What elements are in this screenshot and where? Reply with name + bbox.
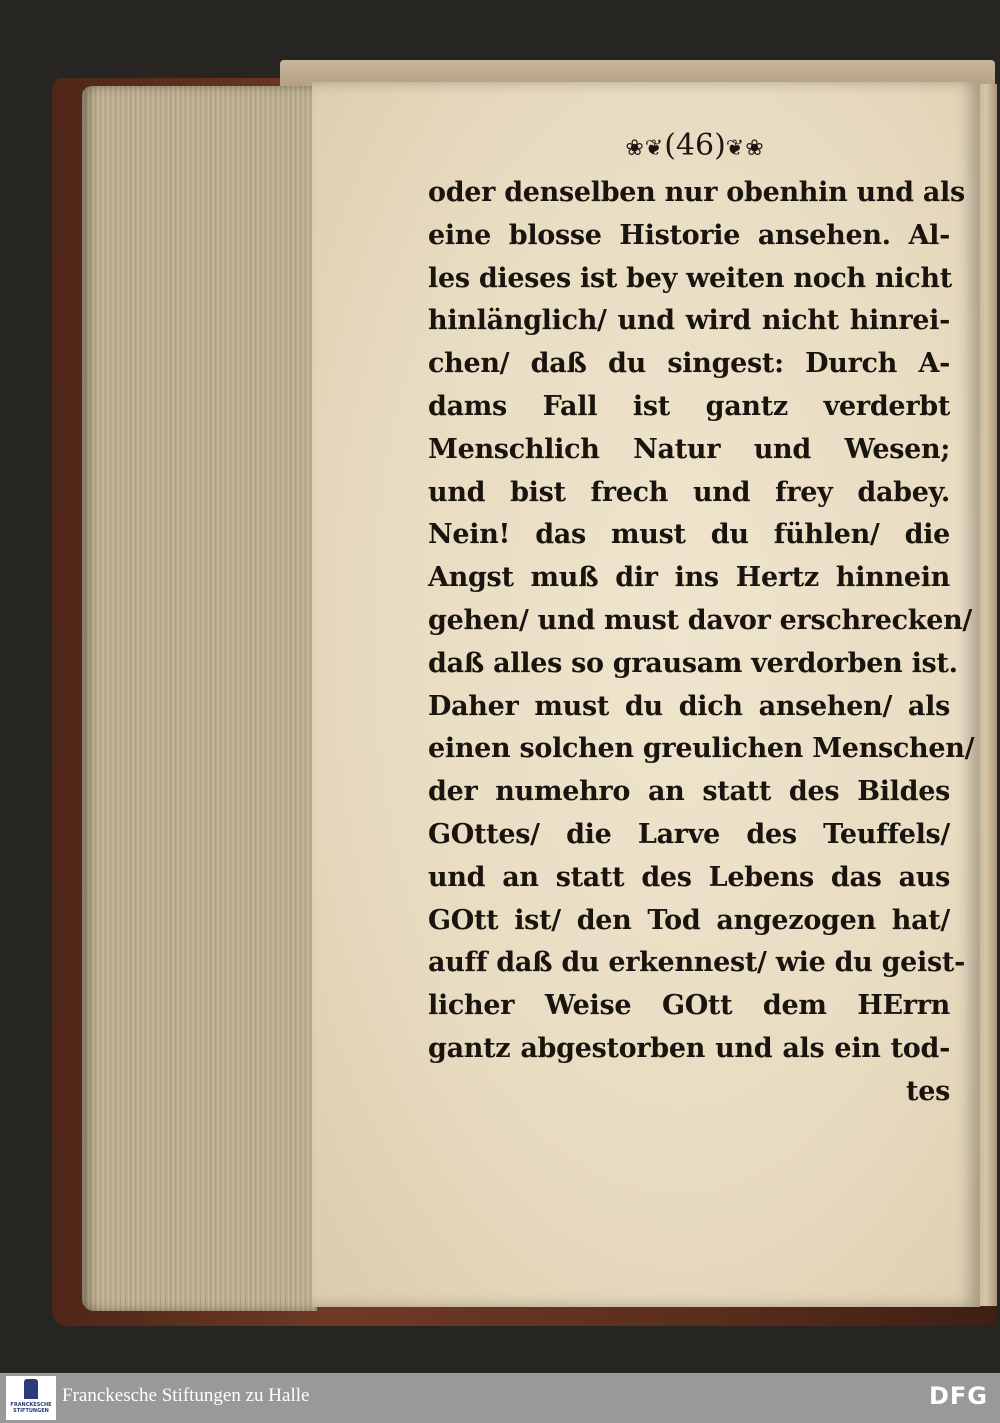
viewer-footer (0, 1373, 1000, 1423)
text-line: GOttes/ die Larve des Teuffels/ (428, 818, 950, 850)
text-line: und bist frech und frey dabey. (428, 476, 950, 508)
ornament-left-icon: ❀❦ (625, 136, 665, 161)
page-text (428, 172, 975, 1114)
logo-icon (24, 1379, 38, 1399)
page-number: (46) (664, 128, 726, 163)
ornament-right-icon: ❦❀ (725, 136, 765, 161)
text-line: daß alles so grausam verdorben ist. (428, 647, 958, 679)
text-line: eine blosse Historie ansehen. Al- (428, 219, 950, 251)
text-line: dams Fall ist gantz verderbt (428, 390, 950, 422)
text-line: licher Weise GOtt dem HErrn (428, 990, 950, 1022)
text-line: les dieses ist bey weiten noch nicht (428, 262, 952, 294)
text-line: der numehro an statt des Bildes (428, 776, 950, 808)
catchword: tes (906, 1075, 950, 1107)
text-line: Angst muß dir ins Hertz hinnein (428, 562, 950, 594)
page-header (595, 122, 795, 170)
text-line: einen solchen greulichen Menschen/ (428, 733, 975, 765)
text-line: Nein! das must du fühlen/ die (428, 519, 950, 551)
text-line: auff daß du erkennest/ wie du geist- (428, 947, 965, 979)
text-line: GOtt ist/ den Tod angezogen hat/ (428, 904, 950, 936)
text-line: gantz abgestorben und als ein tod- (428, 1032, 950, 1064)
institution-name[interactable]: Franckesche Stiftungen zu Halle (62, 1385, 310, 1406)
text-line: und an statt des Lebens das aus (428, 861, 950, 893)
text-line: Daher must du dich ansehen/ als (428, 690, 950, 722)
page-block-edge (82, 86, 317, 1311)
text-line: Menschlich Natur und Wesen; (428, 433, 950, 465)
logo-text: FRANCKESCHE STIFTUNGEN (10, 1402, 52, 1414)
institution-logo[interactable] (6, 1376, 56, 1420)
text-line: chen/ daß du singest: Durch A- (428, 348, 950, 380)
text-line: oder denselben nur obenhin und als (428, 177, 965, 208)
text-line: gehen/ und must davor erschrecken/ (428, 604, 972, 636)
text-line: hinlänglich/ und wird nicht hinrei- (428, 305, 950, 337)
dfg-logo[interactable]: DFG (928, 1382, 988, 1410)
